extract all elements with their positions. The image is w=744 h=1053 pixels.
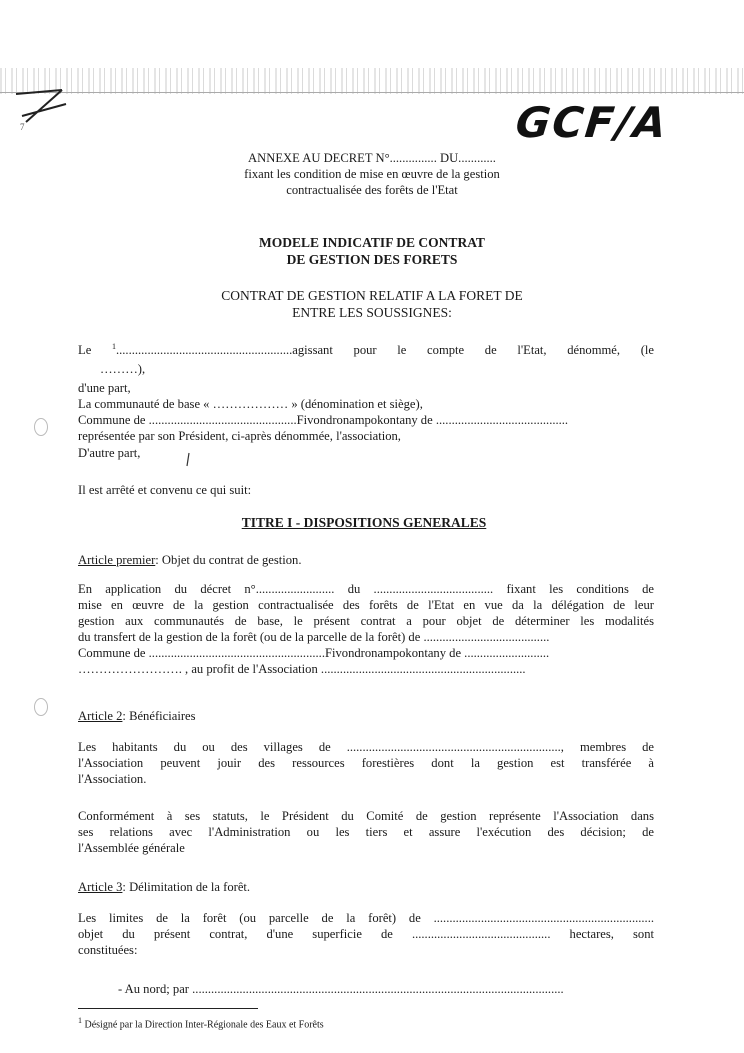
article-2-line: Conformément à ses statuts, le Président du Comité de gestion représente l'Association dans	[78, 809, 654, 823]
article-1-line: ……………………. , au profit de l'Association .................................................................	[78, 662, 526, 676]
scan-noise-band	[0, 68, 744, 94]
article-3-heading: Article 3: Délimitation de la forêt.	[78, 880, 251, 894]
first-party-label: d'une part,	[78, 381, 131, 395]
article-2-line: l'Association.	[78, 772, 147, 786]
commune-line: Commune de ...............................................Fivondronampokontany de ..........................................	[78, 413, 569, 427]
punch-hole	[34, 418, 48, 436]
handwritten-stamp: GCF/A	[513, 98, 671, 147]
party-state-line: Le $^1$........................................................agissant pour le compte de l'Etat, dénommé, (le	[78, 342, 655, 358]
article-3-bullet: - Au nord; par ......................................................................................................................	[118, 982, 564, 996]
article-3-line: constituées:	[78, 943, 138, 957]
article-2-heading: Article 2: Bénéficiaires	[78, 709, 196, 723]
decree-line1: ANNEXE AU DECRET N°............... DU............	[248, 151, 496, 165]
titre-1-heading: TITRE I - DISPOSITIONS GENERALES	[241, 515, 487, 530]
agreement-line: Il est arrêté et convenu ce qui suit:	[78, 483, 252, 497]
represented-line: représentée par son Président, ci-après dénommée, l'association,	[78, 429, 401, 443]
other-party-label: D'autre part,	[78, 446, 141, 460]
party-state-cont: ………),	[100, 362, 146, 376]
article-2-line: l'Association peuvent jouir des ressources forestières dont la gestion est transférée à	[78, 756, 654, 770]
footnote-rule	[78, 1008, 258, 1009]
article-2-line: ses relations avec l'Administration ou les tiers et assure l'exécution des décision; de	[78, 825, 654, 839]
article-1-line: mise en œuvre de la gestion contractualisée des forêts de l'Etat en vue da la délégation de leur	[78, 598, 654, 612]
stray-mark	[184, 452, 192, 468]
footnote-ref: 1	[111, 342, 116, 351]
footnote: $^1$ Désigné par la Direction Inter-Régionale des Eaux et Forêts	[78, 1016, 324, 1031]
article-1-line: En application du décret n°......................... du ...................................... fixant les conditions de	[78, 582, 654, 596]
decree-line3: contractualisée des forêts de l'Etat	[286, 183, 458, 197]
model-title-line1: MODELE INDICATIF DE CONTRAT	[259, 235, 485, 250]
article-3-line: Les limites de la forêt (ou parcelle de la forêt) de ......................................................................	[78, 911, 654, 925]
article-1-line: Commune de ........................................................Fivondronampokontany de ...........................	[78, 646, 550, 660]
handwritten-corner-mark	[12, 86, 78, 134]
article-1-line: gestion aux communautés de base, le présent contrat a pour objet de déterminer les modalités	[78, 614, 654, 628]
decree-line2: fixant les condition de mise en œuvre de la gestion	[244, 167, 500, 181]
contract-title-line1: CONTRAT DE GESTION RELATIF A LA FORET DE	[221, 288, 523, 303]
article-3-line: objet du présent contrat, d'une superficie de ............................................ hectares, sont	[78, 927, 654, 941]
scan-noise-line	[0, 92, 744, 93]
punch-hole	[34, 698, 48, 716]
model-title-line2: DE GESTION DES FORETS	[286, 252, 458, 267]
contract-title-line2: ENTRE LES SOUSSIGNES:	[292, 305, 452, 320]
article-1-heading: Article premier: Objet du contrat de gestion.	[78, 553, 302, 567]
svg-text:7: 7	[20, 122, 25, 132]
article-1-line: du transfert de la gestion de la forêt (ou de la parcelle de la forêt) de ........................................	[78, 630, 550, 644]
article-2-line: Les habitants du ou des villages de ...................................................................., membres de	[78, 740, 654, 754]
community-line: La communauté de base « ……………… » (dénomination et siège),	[78, 397, 423, 411]
article-2-line: l'Assemblée générale	[78, 841, 185, 855]
